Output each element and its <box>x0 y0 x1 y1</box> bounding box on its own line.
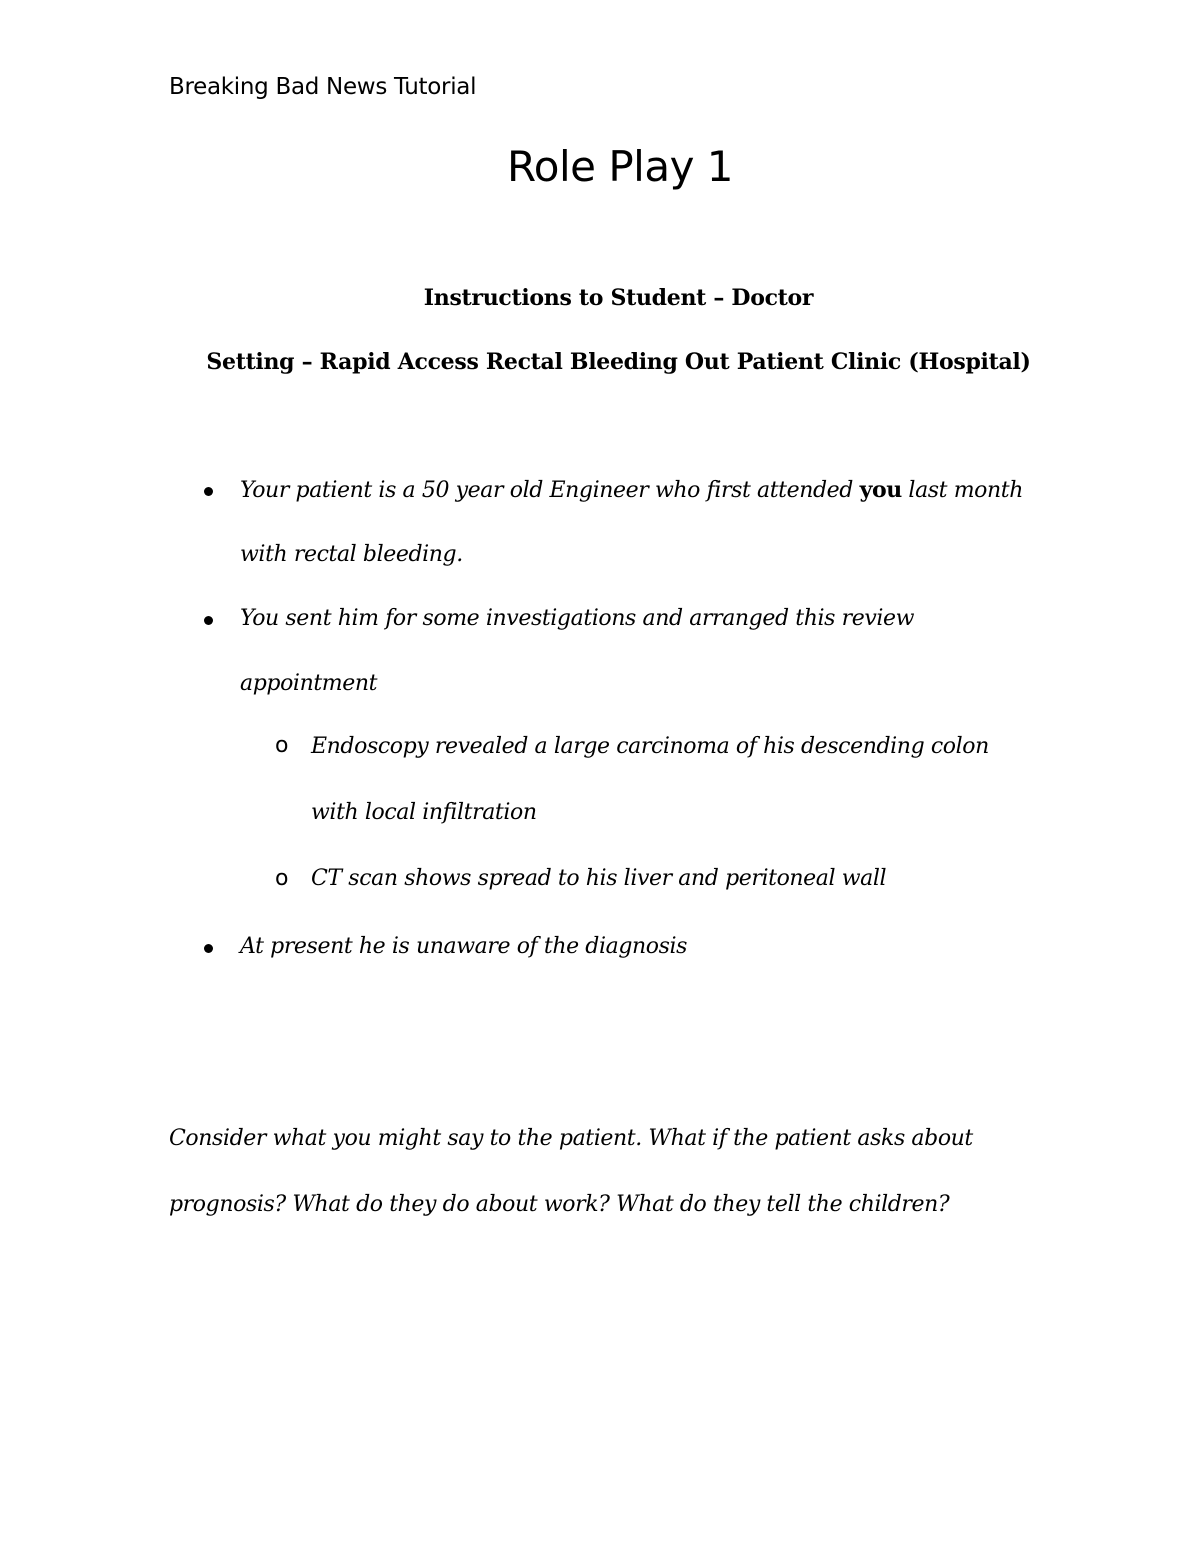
sub-bullet-marker: o <box>275 733 289 758</box>
bullet-3-line-1: At present he is unaware of the diagnosis <box>240 934 688 959</box>
bullet-marker <box>204 487 213 496</box>
sub-bullet-1-line-2: with local infiltration <box>311 800 537 825</box>
document-header: Breaking Bad News Tutorial <box>169 74 477 100</box>
bullet-1-text-a: Your patient is a 50 year old Engineer who first attended <box>240 478 860 503</box>
sub-bullet-1-line-1: Endoscopy revealed a large carcinoma of his descending colon <box>311 734 989 759</box>
bullet-1-text-bold: you <box>859 477 902 503</box>
bullet-marker <box>204 616 213 625</box>
closing-line-1: Consider what you might say to the patient. What if the patient asks about <box>169 1126 973 1151</box>
bullet-1-text-b: last month <box>901 478 1023 503</box>
instructions-heading: Instructions to Student – Doctor <box>423 285 814 311</box>
setting-heading: Setting – Rapid Access Rectal Bleeding Out Patient Clinic (Hospital) <box>206 349 1031 375</box>
closing-line-2: prognosis? What do they do about work? What do they tell the children? <box>169 1192 950 1217</box>
sub-bullet-2-line-1: CT scan shows spread to his liver and peritoneal wall <box>311 866 887 891</box>
sub-bullet-marker: o <box>275 866 289 891</box>
bullet-marker <box>204 944 213 953</box>
bullet-1-line-2: with rectal bleeding. <box>240 542 463 567</box>
bullet-1-line-1 <box>240 477 1023 503</box>
page-title: Role Play 1 <box>506 142 733 191</box>
bullet-2-line-1: You sent him for some investigations and arranged this review <box>240 606 915 631</box>
bullet-2-line-2: appointment <box>240 671 378 696</box>
